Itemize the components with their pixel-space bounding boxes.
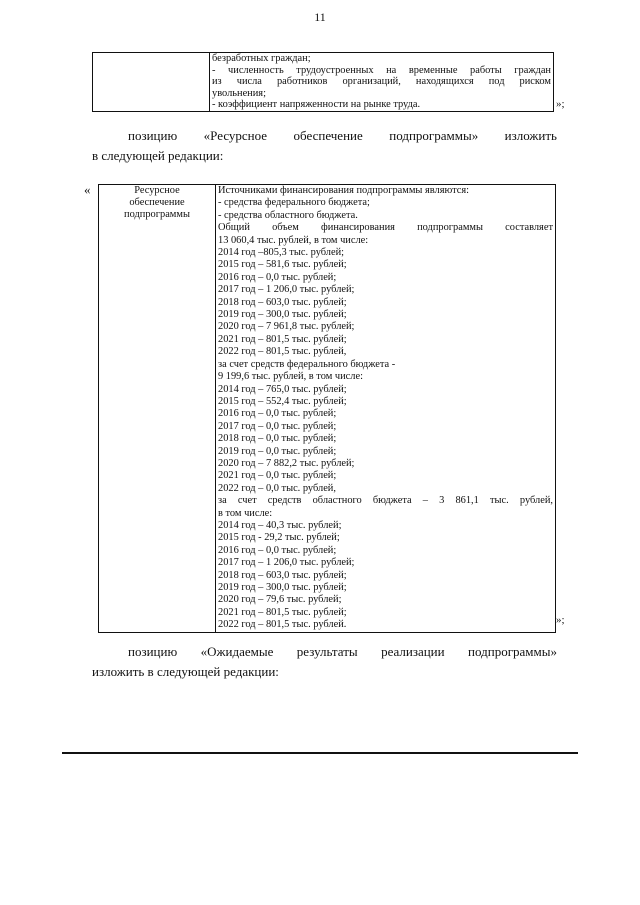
continued-table-content-cell xyxy=(210,53,554,112)
paragraph-resource-position xyxy=(92,126,557,166)
continued-line: - коэффициент напряженности на рынке труда. xyxy=(212,99,421,111)
funding-line: 2019 год – 300,0 тыс. рублей; xyxy=(218,309,347,321)
label-line: Ресурсное xyxy=(134,185,180,196)
resource-table-label-cell xyxy=(99,185,216,633)
funding-line: 2014 год –805,3 тыс. рублей; xyxy=(218,247,345,259)
paragraph-line: позицию «Ожидаемые результаты реализации подпрограммы» xyxy=(128,644,557,659)
funding-line: 2015 год – 581,6 тыс. рублей; xyxy=(218,259,347,271)
funding-line: Общий объем финансирования подпрограммы составляет xyxy=(218,222,553,234)
funding-line: 2017 год – 1 206,0 тыс. рублей; xyxy=(218,557,355,569)
funding-line: 2021 год – 801,5 тыс. рублей; xyxy=(218,333,347,345)
funding-line: 2017 год – 1 206,0 тыс. рублей; xyxy=(218,284,355,296)
funding-line: 2022 год – 801,5 тыс. рублей, xyxy=(218,346,347,358)
funding-line: 2019 год – 0,0 тыс. рублей; xyxy=(218,445,337,457)
funding-line: в том числе: xyxy=(218,507,273,519)
paragraph-expected-results-position xyxy=(92,642,557,682)
paragraph-line: в следующей редакции: xyxy=(92,148,224,163)
continued-line: - численность трудоустроенных на временные работы граждан xyxy=(212,64,551,76)
funding-line: 9 199,6 тыс. рублей, в том числе: xyxy=(218,371,363,383)
funding-line: 2017 год – 0,0 тыс. рублей; xyxy=(218,420,337,432)
resource-table xyxy=(98,184,556,633)
funding-line: 2019 год – 300,0 тыс. рублей; xyxy=(218,582,347,593)
funding-line: 2022 год – 0,0 тыс. рублей, xyxy=(218,482,336,494)
funding-line: 13 060,4 тыс. рублей, в том числе: xyxy=(218,234,369,246)
continued-line: из числа работников организаций, находящихся под риском xyxy=(212,76,551,88)
continued-table-label-cell xyxy=(93,53,210,112)
funding-line: 2014 год – 765,0 тыс. рублей; xyxy=(218,383,347,395)
funding-line: Источниками финансирования подпрограммы являются: xyxy=(218,185,470,196)
funding-line: 2018 год – 603,0 тыс. рублей; xyxy=(218,296,347,308)
label-line: подпрограммы xyxy=(124,209,190,220)
bottom-divider xyxy=(62,752,578,754)
continued-table xyxy=(92,52,554,112)
funding-line: 2014 год – 40,3 тыс. рублей; xyxy=(218,519,342,531)
funding-line: за счет средств областного бюджета – 3 861,1 тыс. рублей, xyxy=(218,495,553,507)
funding-line: 2020 год – 79,6 тыс. рублей; xyxy=(218,594,342,606)
funding-line: 2020 год – 7 961,8 тыс. рублей; xyxy=(218,321,355,333)
funding-line: - средства областного бюджета. xyxy=(218,209,358,221)
funding-line: 2022 год – 801,5 тыс. рублей. xyxy=(218,619,347,631)
main-table-opening-quote: « xyxy=(84,182,91,197)
funding-line: - средства федерального бюджета; xyxy=(218,197,370,209)
funding-line: 2021 год – 801,5 тыс. рублей; xyxy=(218,606,347,618)
funding-line: 2018 год – 0,0 тыс. рублей; xyxy=(218,433,337,445)
funding-line: 2015 год - 29,2 тыс. рублей; xyxy=(218,532,340,544)
funding-line: 2015 год – 552,4 тыс. рублей; xyxy=(218,395,347,407)
label-line: обеспечение xyxy=(129,197,185,208)
funding-line: 2016 год – 0,0 тыс. рублей; xyxy=(218,408,337,420)
resource-table-content-cell xyxy=(216,185,556,633)
paragraph-line: позицию «Ресурсное обеспечение подпрограммы» изложить xyxy=(128,128,557,143)
funding-line: 2018 год – 603,0 тыс. рублей; xyxy=(218,569,347,581)
funding-line: 2021 год – 0,0 тыс. рублей; xyxy=(218,470,337,482)
page-number: 11 xyxy=(314,10,326,24)
continued-line: безработных граждан; xyxy=(212,53,311,64)
funding-line: за счет средств федерального бюджета - xyxy=(218,358,396,370)
paragraph-line: изложить в следующей редакции: xyxy=(92,664,279,679)
continued-line: увольнения; xyxy=(212,87,266,99)
funding-line: 2016 год – 0,0 тыс. рублей; xyxy=(218,271,337,283)
funding-line: 2020 год – 7 882,2 тыс. рублей; xyxy=(218,457,355,469)
continued-table-closing-quote: »; xyxy=(556,98,565,110)
main-table-closing-quote: »; xyxy=(556,614,565,626)
funding-line: 2016 год – 0,0 тыс. рублей; xyxy=(218,544,337,556)
